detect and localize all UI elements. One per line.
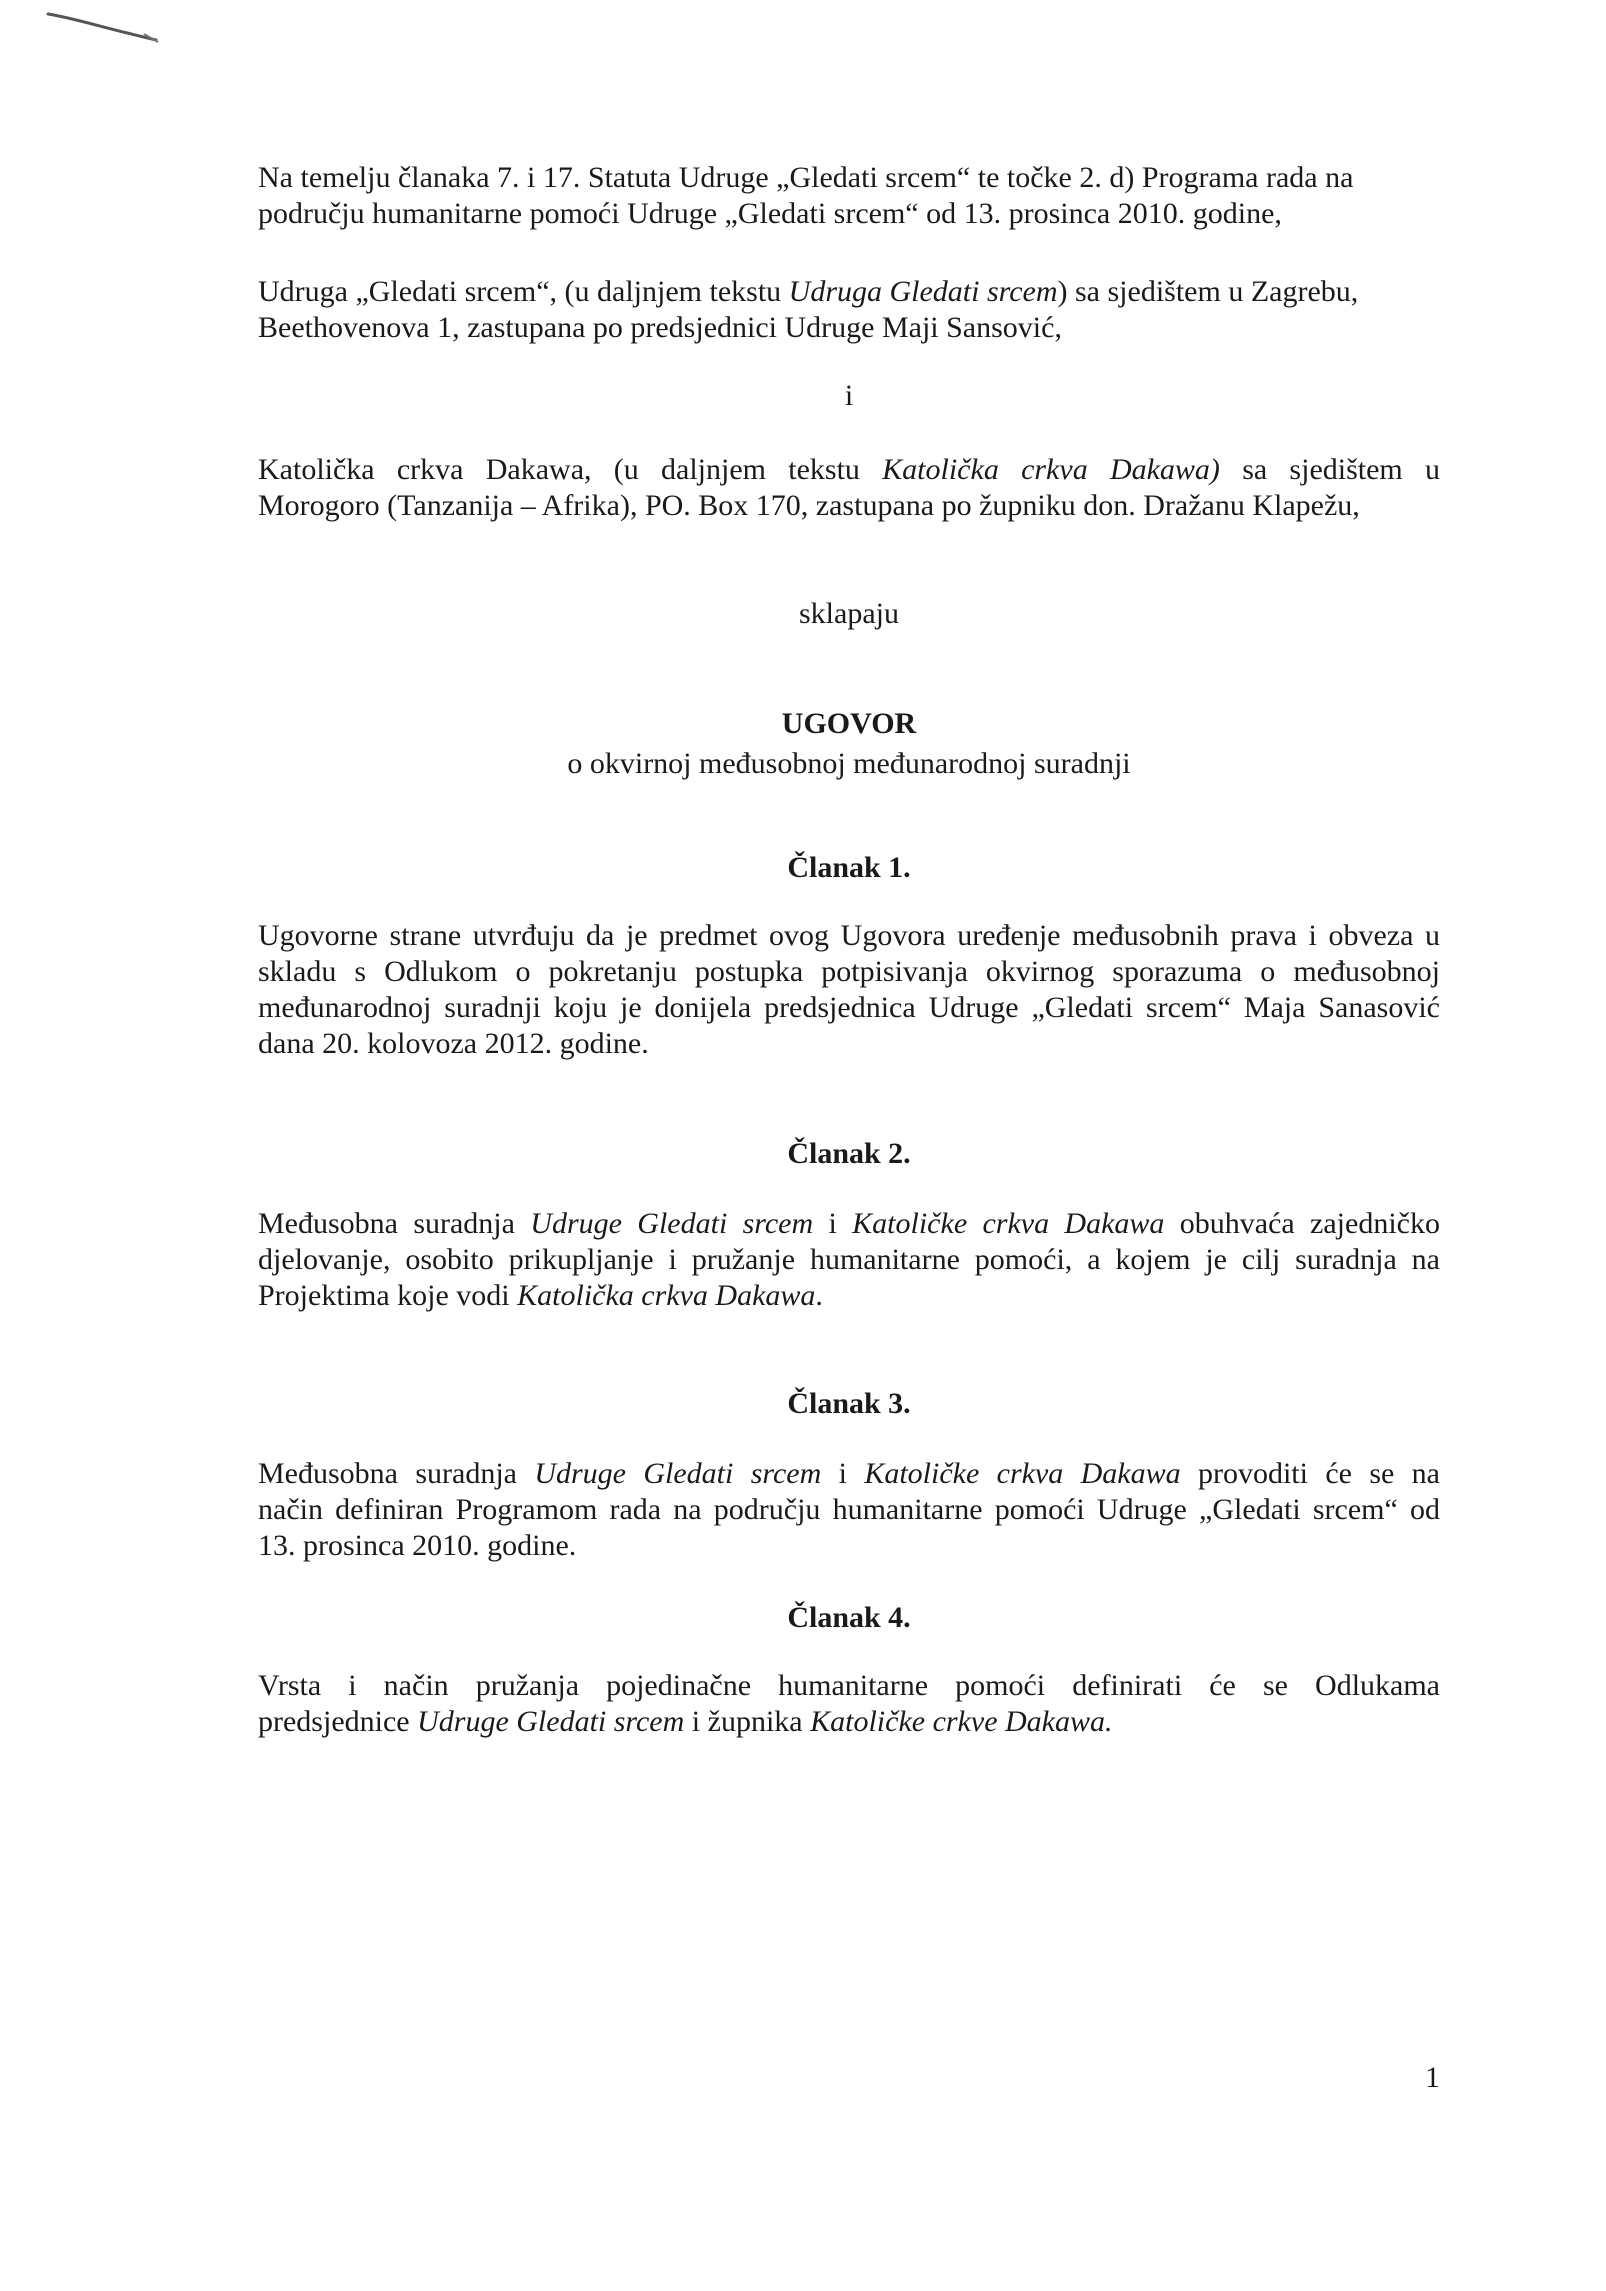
article-2-body — [258, 1206, 1440, 1314]
article-1-line-4: dana 20. kolovoza 2012. godine. — [258, 1027, 649, 1060]
party-2-line-2: Morogoro (Tanzanija – Afrika), PO. Box 170, zastupana po župniku don. Dražanu Klapežu, — [258, 489, 1360, 522]
party-1-line-2: Beethovenova 1, zastupana po predsjednici Udruge Maji Sansović, — [258, 311, 1062, 344]
article-2-line-2: djelovanje, osobito prikupljanje i pružanje humanitarne pomoći, a kojem je cilj suradnja na — [258, 1243, 1440, 1276]
article-4-line-2: predsjednice Udruge Gledati srcem i župnika Katoličke crkve Dakawa. — [258, 1705, 1113, 1738]
article-3-heading: Članak 3. — [787, 1387, 911, 1420]
contract-title: UGOVOR — [781, 707, 917, 740]
scan-mark-decoration — [44, 8, 164, 48]
page-number: 1 — [1425, 2061, 1440, 2094]
preamble-paragraph — [258, 160, 1440, 232]
article-4-body — [258, 1668, 1440, 1740]
article-2-line-3: Projektima koje vodi Katolička crkva Dakawa. — [258, 1279, 823, 1312]
party-1-paragraph — [258, 274, 1440, 346]
conjunction-i: i — [844, 379, 854, 412]
article-4-line-1: Vrsta i način pružanja pojedinačne humanitarne pomoći definirati će se Odlukama — [258, 1669, 1440, 1702]
article-3-line-1: Međusobna suradnja Udruge Gledati srcem i Katoličke crkva Dakawa provoditi će se na — [258, 1457, 1440, 1490]
article-1-heading: Članak 1. — [787, 851, 911, 884]
party-1-line-1: Udruga „Gledati srcem“, (u daljnjem tekstu Udruga Gledati srcem) sa sjedištem u Zagrebu, — [258, 275, 1359, 308]
article-1-line-1: Ugovorne strane utvrđuju da je predmet ovog Ugovora uređenje međusobnih prava i obveza u — [258, 919, 1440, 952]
article-2-line-1: Međusobna suradnja Udruge Gledati srcem i Katoličke crkva Dakawa obuhvaća zajedničko — [258, 1207, 1440, 1240]
article-2-heading: Članak 2. — [787, 1137, 911, 1170]
article-4-heading: Članak 4. — [787, 1601, 911, 1634]
contract-subtitle: o okvirnoj međusobnoj međunarodnoj suradnji — [567, 747, 1131, 780]
party-2-paragraph — [258, 452, 1440, 524]
article-3-line-2: način definiran Programom rada na području humanitarne pomoći Udruge „Gledati srcem“ od — [258, 1493, 1440, 1526]
article-1-line-2: skladu s Odlukom o pokretanju postupka potpisivanja okvirnog sporazuma o međusobnoj — [258, 955, 1440, 988]
article-3-body — [258, 1456, 1440, 1564]
preamble-line-2: području humanitarne pomoći Udruge „Gledati srcem“ od 13. prosinca 2010. godine, — [258, 197, 1282, 230]
article-1-line-3: međunarodnoj suradnji koju je donijela predsjednica Udruge „Gledati srcem“ Maja Sanasović — [258, 991, 1440, 1024]
sklapaju-text: sklapaju — [799, 597, 899, 630]
article-3-line-3: 13. prosinca 2010. godine. — [258, 1529, 577, 1562]
preamble-line-1: Na temelju članaka 7. i 17. Statuta Udruge „Gledati srcem“ te točke 2. d) Programa rada na — [258, 161, 1354, 194]
article-1-body — [258, 918, 1440, 1062]
party-2-line-1: Katolička crkva Dakawa, (u daljnjem tekstu Katolička crkva Dakawa) sa sjedištem u — [258, 453, 1441, 486]
